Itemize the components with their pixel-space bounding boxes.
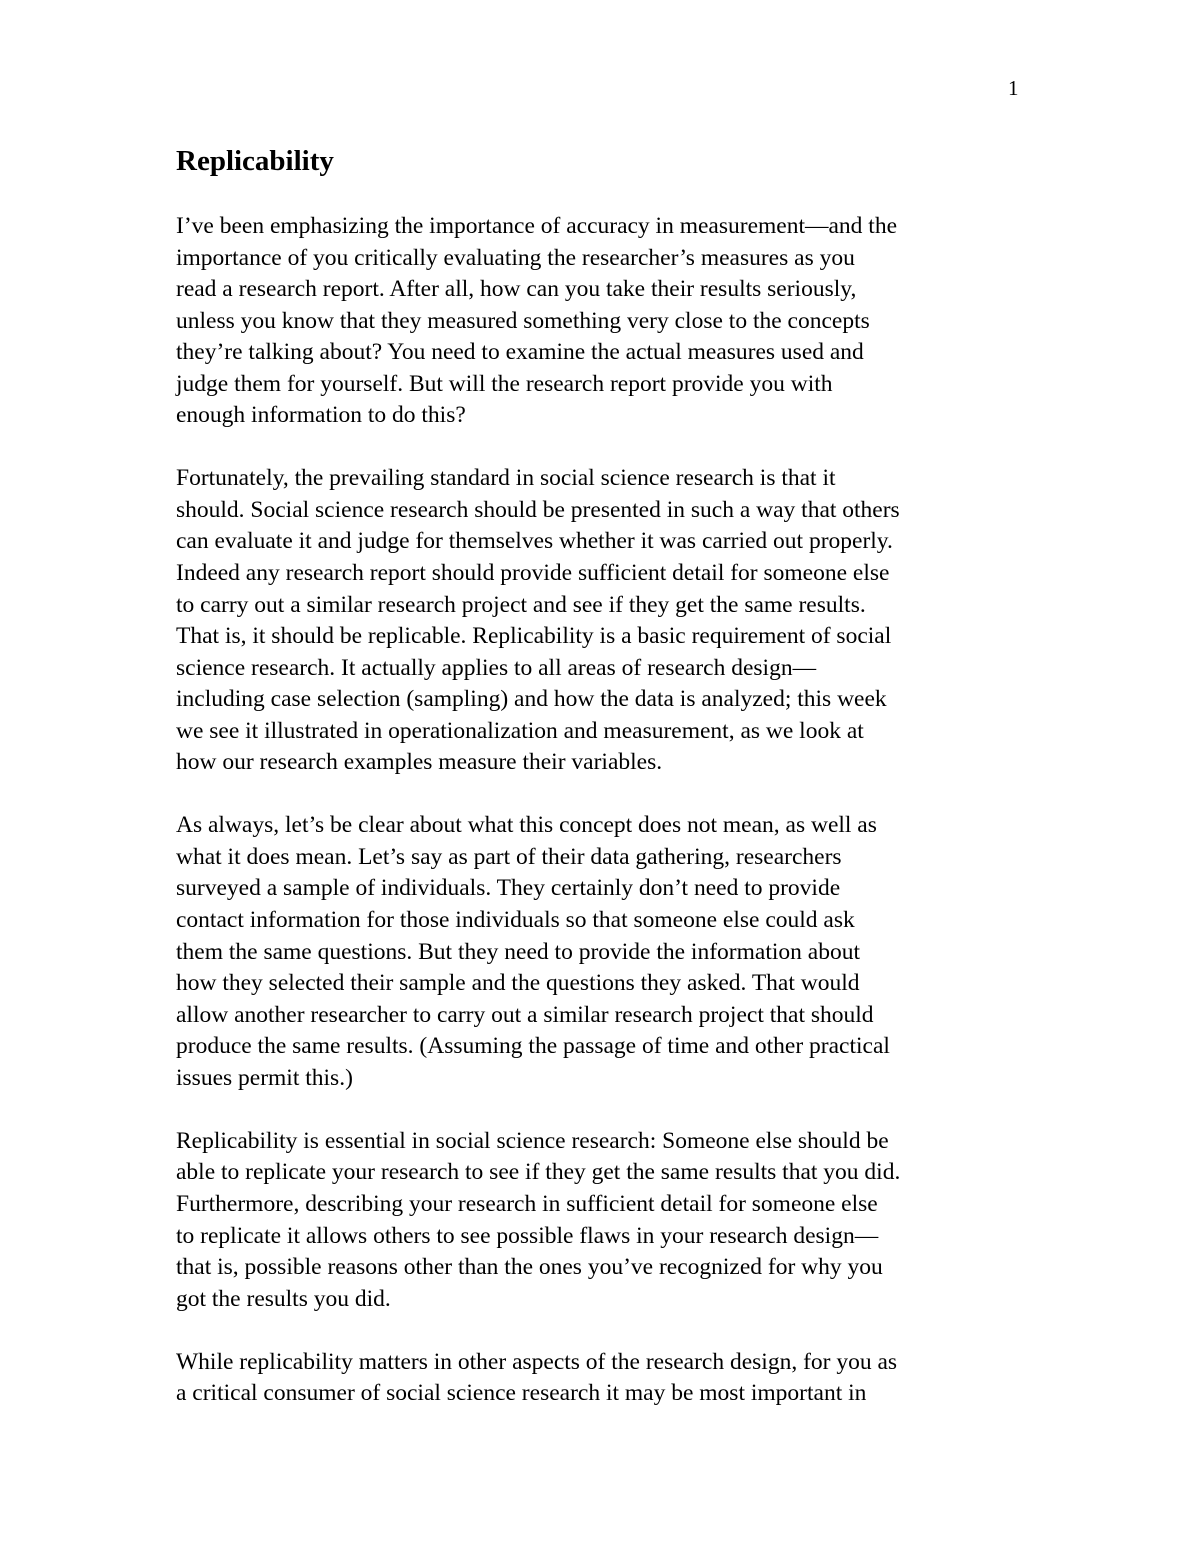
text-line: how they selected their sample and the questions they asked. That would	[176, 970, 860, 997]
page-title: Replicability	[176, 145, 334, 177]
text-line: As always, let’s be clear about what this concept does not mean, as well as	[176, 812, 877, 839]
text-line: able to replicate your research to see if they get the same results that you did.	[176, 1159, 901, 1186]
text-line: them the same questions. But they need to provide the information about	[176, 938, 860, 965]
text-line: Indeed any research report should provide sufficient detail for someone else	[176, 560, 890, 587]
text-line: While replicability matters in other aspects of the research design, for you as	[176, 1348, 898, 1375]
text-line: That is, it should be replicable. Replicability is a basic requirement of social	[176, 623, 892, 650]
text-line: science research. It actually applies to all areas of research design—	[176, 654, 817, 681]
text-line: can evaluate it and judge for themselves whether it was carried out properly.	[176, 528, 893, 555]
text-line: judge them for yourself. But will the research report provide you with	[176, 370, 833, 397]
text-line: I’ve been emphasizing the importance of accuracy in measurement—and the	[176, 213, 898, 239]
paragraph	[176, 810, 1056, 1094]
text-line: importance of you critically evaluating the researcher’s measures as you	[176, 244, 855, 271]
text-line: should. Social science research should be presented in such a way that others	[176, 496, 900, 523]
text-line: got the results you did.	[176, 1285, 391, 1312]
paragraph	[176, 1126, 1056, 1315]
text-line: allow another researcher to carry out a similar research project that should	[176, 1001, 874, 1028]
paragraph	[176, 463, 1056, 778]
text-line: to carry out a similar research project and see if they get the same results.	[176, 591, 866, 618]
paragraph	[176, 211, 1056, 432]
text-line: issues permit this.)	[176, 1064, 353, 1091]
text-line: what it does mean. Let’s say as part of their data gathering, researchers	[176, 843, 842, 870]
text-line: a critical consumer of social science research it may be most important in	[176, 1380, 867, 1407]
text-line: produce the same results. (Assuming the passage of time and other practical	[176, 1033, 890, 1060]
text-line: they’re talking about? You need to examine the actual measures used and	[176, 339, 864, 366]
text-line: Furthermore, describing your research in sufficient detail for someone else	[176, 1190, 878, 1217]
text-line: Replicability is essential in social science research: Someone else should be	[176, 1127, 889, 1154]
text-line: including case selection (sampling) and how the data is analyzed; this week	[176, 686, 887, 713]
text-line: enough information to do this?	[176, 402, 466, 429]
body-text	[176, 211, 1056, 1441]
text-line: unless you know that they measured something very close to the concepts	[176, 307, 870, 334]
text-line: that is, possible reasons other than the ones you’ve recognized for why you	[176, 1254, 883, 1281]
page-number: 1	[1008, 76, 1019, 100]
text-line: contact information for those individuals so that someone else could ask	[176, 907, 855, 934]
text-line: we see it illustrated in operationalization and measurement, as we look at	[176, 717, 864, 744]
text-line: surveyed a sample of individuals. They certainly don’t need to provide	[176, 875, 841, 902]
text-line: Fortunately, the prevailing standard in social science research is that it	[176, 465, 836, 492]
text-line: read a research report. After all, how can you take their results seriously,	[176, 276, 857, 303]
text-line: to replicate it allows others to see possible flaws in your research design—	[176, 1222, 879, 1249]
paragraph	[176, 1347, 1056, 1410]
text-line: how our research examples measure their variables.	[176, 749, 663, 776]
